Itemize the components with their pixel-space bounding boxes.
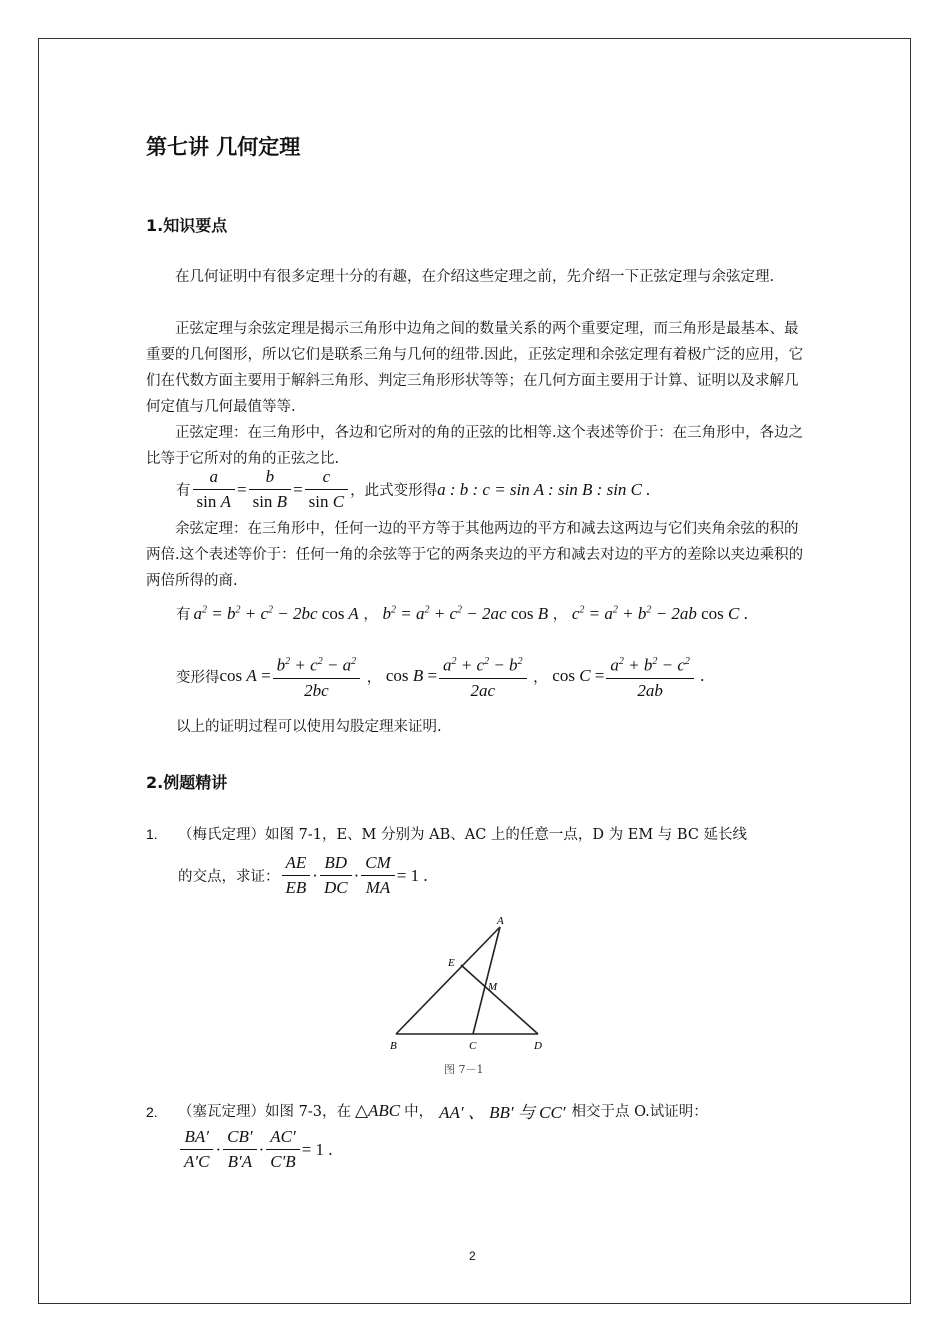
frac-c-sinC: $\frac{c}{\text{sin C}}$ bbox=[305, 466, 348, 513]
section-heading-knowledge: 1.知识要点 bbox=[146, 216, 228, 235]
paragraph-intro: 在几何证明中有很多定理十分的有趣，在介绍这些定理之前，先介绍一下正弦定理与余弦定理. bbox=[175, 269, 775, 285]
sine-mid-text: ，此式变形得 bbox=[350, 483, 438, 499]
q1-line1: （梅氏定理）如图 7-1，E、M 分别为 AB、AC 上的任意一点，D 为 EM 与 BC 延长线 bbox=[178, 827, 748, 843]
figure-7-1-svg bbox=[382, 910, 548, 1078]
frac-cosA: $\frac{b^2 + c^2 - a^2}{2bc}$ bbox=[273, 651, 361, 702]
line-ED bbox=[461, 965, 538, 1034]
cos-prefix2: 变形得 bbox=[176, 669, 220, 686]
label-B: B bbox=[390, 1040, 397, 1052]
frac-cosC: $\frac{a^2 + b^2 - c^2}{2ab}$ bbox=[606, 651, 694, 702]
frac-BD-DC: $\frac{BD}{DC}$ bbox=[320, 852, 352, 899]
q1-line2-text: 的交点，求证： bbox=[178, 869, 280, 885]
page-title: 第七讲 几何定理 bbox=[146, 134, 301, 159]
page-number: 2 bbox=[469, 1249, 476, 1263]
cosine-transformed-formula: 变形得 cos A = $\frac{b^2 + c^2 - a^2}{2bc}$ ， cos B = $\frac{a^2 + c^2 - b^2}{2ac}$ ， cos C = $\frac{a^2 + b^2 - c^2}{2ab}$ . bbox=[176, 651, 704, 702]
paragraph-sine-law: 正弦定理：在三角形中，各边和它所对的角的正弦的比相等.这个表述等价于：在三角形中，各边之比等于它所对的角的正弦之比. bbox=[146, 425, 804, 467]
q1-eq-tail: = 1 . bbox=[396, 865, 428, 885]
q2-eq-tail: = 1 . bbox=[301, 1139, 333, 1159]
frac-AC-CB: $\frac{AC'}{C'B}$ bbox=[266, 1126, 299, 1173]
cosine-law-formula: 有 $a^2 = b^2 + c^2 - 2bc$ cos A ， $b^2 = a^2 + c^2 - 2ac$ cos B ， $c^2 = a^2 + b^2 - 2ab$ cos C . bbox=[176, 603, 748, 623]
q2-line1 bbox=[178, 1098, 708, 1123]
q2-triangle: △ABC bbox=[354, 1100, 401, 1120]
frac-CM-MA: $\frac{CM}{MA}$ bbox=[361, 852, 395, 899]
paragraph-sine-cosine-overview: 正弦定理与余弦定理是揭示三角形中边角之间的数量关系的两个重要定理，而三角形是最基本、最重要的几何图形，所以它们是联系三角与几何的纽带.因此，正弦定理和余弦定理有着极广泛的应用，它们在代数方面主要用于解斜三角形、判定三角形形状等等；在几何方面主要用于计算、证明以及求解几何定值与几何最值等等. bbox=[146, 321, 804, 415]
paragraph-pythagoras-note: 以上的证明过程可以使用勾股定理来证明. bbox=[176, 719, 442, 735]
frac-cosB: $\frac{a^2 + c^2 - b^2}{2ac}$ bbox=[439, 651, 527, 702]
label-A: A bbox=[497, 915, 504, 927]
section-heading-examples: 2.例题精讲 bbox=[146, 773, 228, 792]
cos-prefix: 有 bbox=[176, 607, 191, 623]
q2-line1b: 中， bbox=[404, 1104, 434, 1120]
label-M: M bbox=[488, 981, 498, 993]
frac-BA-AC: $\frac{BA'}{A'C}$ bbox=[180, 1126, 213, 1173]
q2-segments: AA′ 、 BB′ 与 CC′ bbox=[439, 1103, 566, 1122]
q2-line1a: （塞瓦定理）如图 7-3，在 bbox=[178, 1104, 351, 1120]
figure-7-1 bbox=[382, 910, 548, 1078]
frac-a-sinA: $\frac{a}{\text{sin A}}$ bbox=[193, 466, 235, 513]
q1-number: 1. bbox=[146, 826, 158, 842]
frac-AE-EB: $\frac{AE}{EB}$ bbox=[282, 852, 311, 899]
paragraph-cosine-law: 余弦定理：在三角形中，任何一边的平方等于其他两边的平方和减去这两边与它们夹角余弦的积的两倍.这个表述等价于：任何一角的余弦等于它的两条夹边的平方和减去对边的平方的差除以夹边乘积的两倍所得的商. bbox=[146, 521, 804, 589]
frac-b-sinB: $\frac{b}{\text{sin B}}$ bbox=[249, 466, 291, 513]
sine-ratio: a : b : c = sin A : sin B : sin C . bbox=[437, 479, 651, 499]
label-E: E bbox=[448, 957, 455, 969]
line-BA bbox=[396, 927, 500, 1034]
q2-equation: $\frac{BA'}{A'C}$ · $\frac{CB'}{B'A}$ · $\frac{AC'}{C'B}$ = 1 . bbox=[178, 1126, 333, 1173]
q1-line2: 的交点，求证： $\frac{AE}{EB}$ · $\frac{BD}{DC}$ · $\frac{CM}{MA}$ = 1 . bbox=[178, 853, 428, 897]
figure-caption: 图 7－1 bbox=[444, 1063, 484, 1076]
label-C: C bbox=[469, 1040, 477, 1052]
sine-law-formula: 有 $\frac{a}{\text{sin A}}$ = $\frac{b}{\text{sin B}}$ = $\frac{c}{\text{sin C}}$ ，此式变形得 a : b : c = sin A : sin B : sin C . bbox=[176, 467, 651, 511]
label-D: D bbox=[534, 1040, 542, 1052]
frac-CB-BA: $\frac{CB'}{B'A}$ bbox=[223, 1126, 256, 1173]
sine-prefix: 有 bbox=[176, 483, 191, 499]
q2-number: 2. bbox=[146, 1104, 158, 1120]
q2-line1c: 相交于点 O.试证明： bbox=[571, 1104, 708, 1120]
